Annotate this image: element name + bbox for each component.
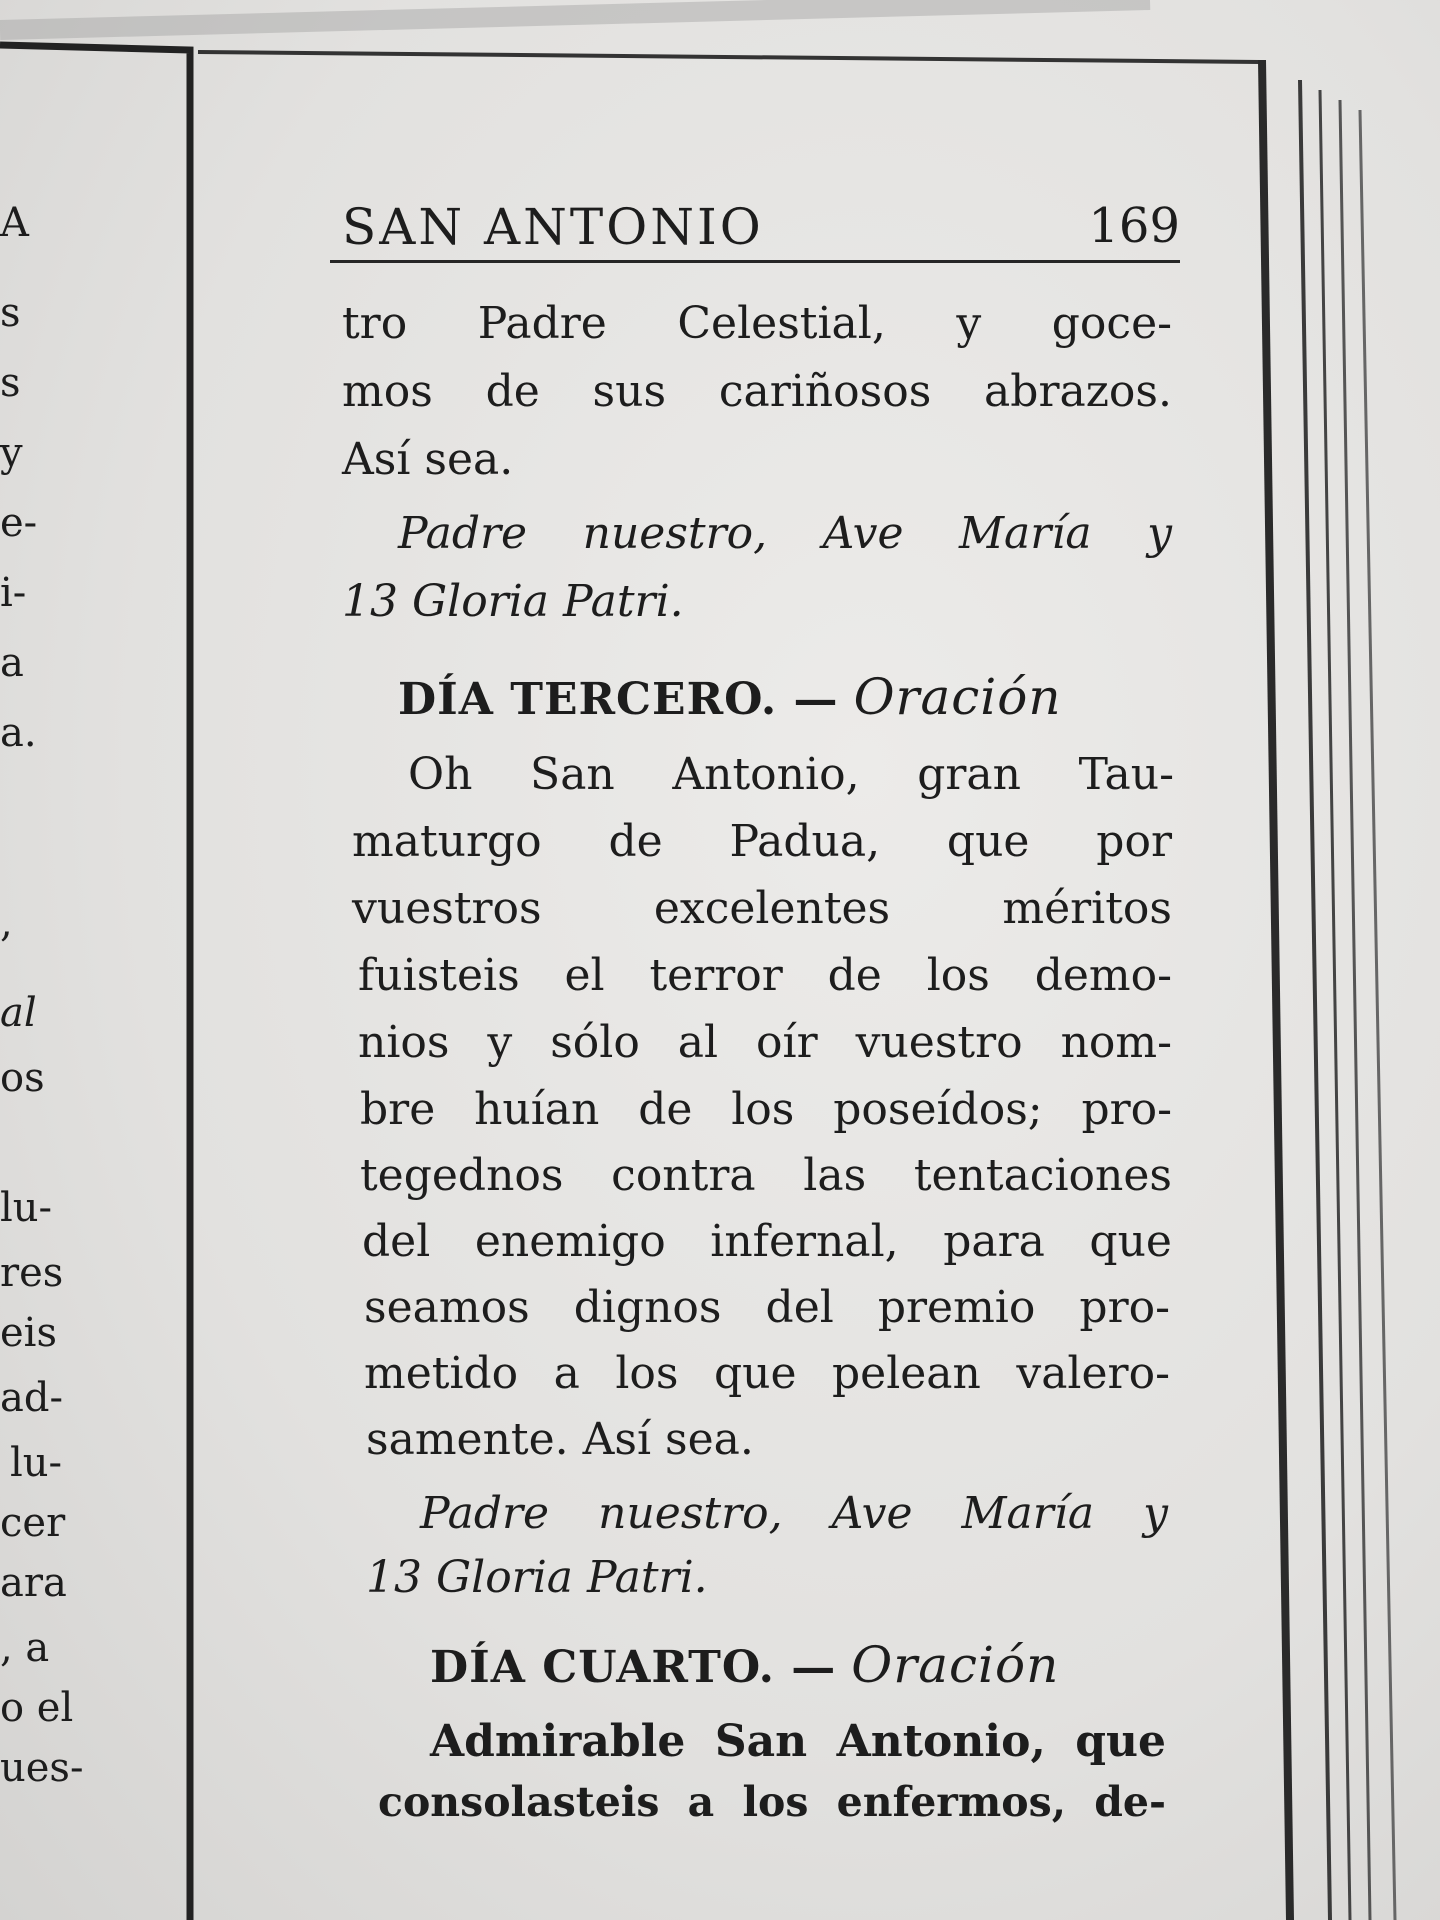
left-fragment: res (0, 1250, 64, 1296)
left-fragment: s (0, 290, 21, 336)
left-fragment: os (0, 1055, 45, 1101)
heading-day: DÍA CUARTO. — (430, 1642, 837, 1693)
text-line: metido a los que pelean valero- (364, 1348, 1170, 1399)
left-fragment: y (0, 430, 23, 476)
left-fragment: cer (0, 1500, 66, 1546)
running-header (330, 190, 1180, 263)
text-line: mos de sus cariñosos abrazos. (342, 366, 1172, 417)
left-fragment: ues- (0, 1745, 84, 1791)
left-fragment: lu- (0, 1185, 53, 1231)
heading-day: DÍA TERCERO. — (398, 674, 839, 725)
text-line: nios y sólo al oír vuestro nom- (358, 1017, 1172, 1068)
text-line: fuisteis el terror de los demo- (358, 950, 1172, 1001)
text-line: del enemigo infernal, para que (362, 1216, 1172, 1267)
heading-label: Oración (851, 1636, 1060, 1694)
left-fragment: o el (0, 1685, 74, 1731)
text-line: bre huían de los poseídos; pro- (360, 1084, 1172, 1135)
text-line: vuestros excelentes méritos (352, 883, 1172, 934)
italic-line: Padre nuestro, Ave María y (398, 508, 1172, 559)
text-line: tro Padre Celestial, y goce- (342, 298, 1172, 349)
text-line: seamos dignos del premio pro- (364, 1282, 1170, 1333)
text-line: Admirable San Antonio, que (430, 1716, 1166, 1767)
page-header-title: SAN ANTONIO (342, 198, 764, 256)
text-line: maturgo de Padua, que por (352, 816, 1172, 867)
section-heading-dia-cuarto (430, 1636, 1059, 1694)
left-fragment: i- (0, 570, 27, 616)
italic-line: Padre nuestro, Ave María y (420, 1488, 1168, 1539)
left-fragment: s (0, 360, 21, 406)
left-fragment: a (0, 640, 24, 686)
page-number: 169 (1088, 198, 1180, 254)
text-line: tegednos contra las tentaciones (360, 1150, 1172, 1201)
heading-label: Oración (853, 668, 1062, 726)
left-fragment: , a (0, 1625, 50, 1671)
left-fragment: a. (0, 710, 37, 756)
left-fragment: eis (0, 1310, 57, 1356)
left-fragment: lu- (10, 1440, 63, 1486)
left-fragment: al (0, 990, 37, 1036)
text-line: Así sea. (342, 434, 514, 485)
previous-page-fragment (0, 0, 190, 1920)
left-fragment: ara (0, 1560, 67, 1606)
left-fragment: , (0, 900, 13, 946)
text-line: Oh San Antonio, gran Tau- (408, 749, 1174, 800)
left-fragment: A (0, 200, 29, 246)
book-page (330, 190, 1180, 1826)
left-fragment: e- (0, 500, 38, 546)
text-line: consolasteis a los enfermos, de- (378, 1778, 1166, 1826)
italic-line: 13 Gloria Patri. (342, 576, 684, 627)
text-line: samente. Así sea. (366, 1414, 754, 1465)
italic-line: 13 Gloria Patri. (366, 1552, 708, 1603)
left-fragment: ad- (0, 1375, 63, 1421)
section-heading-dia-tercero (398, 668, 1062, 726)
